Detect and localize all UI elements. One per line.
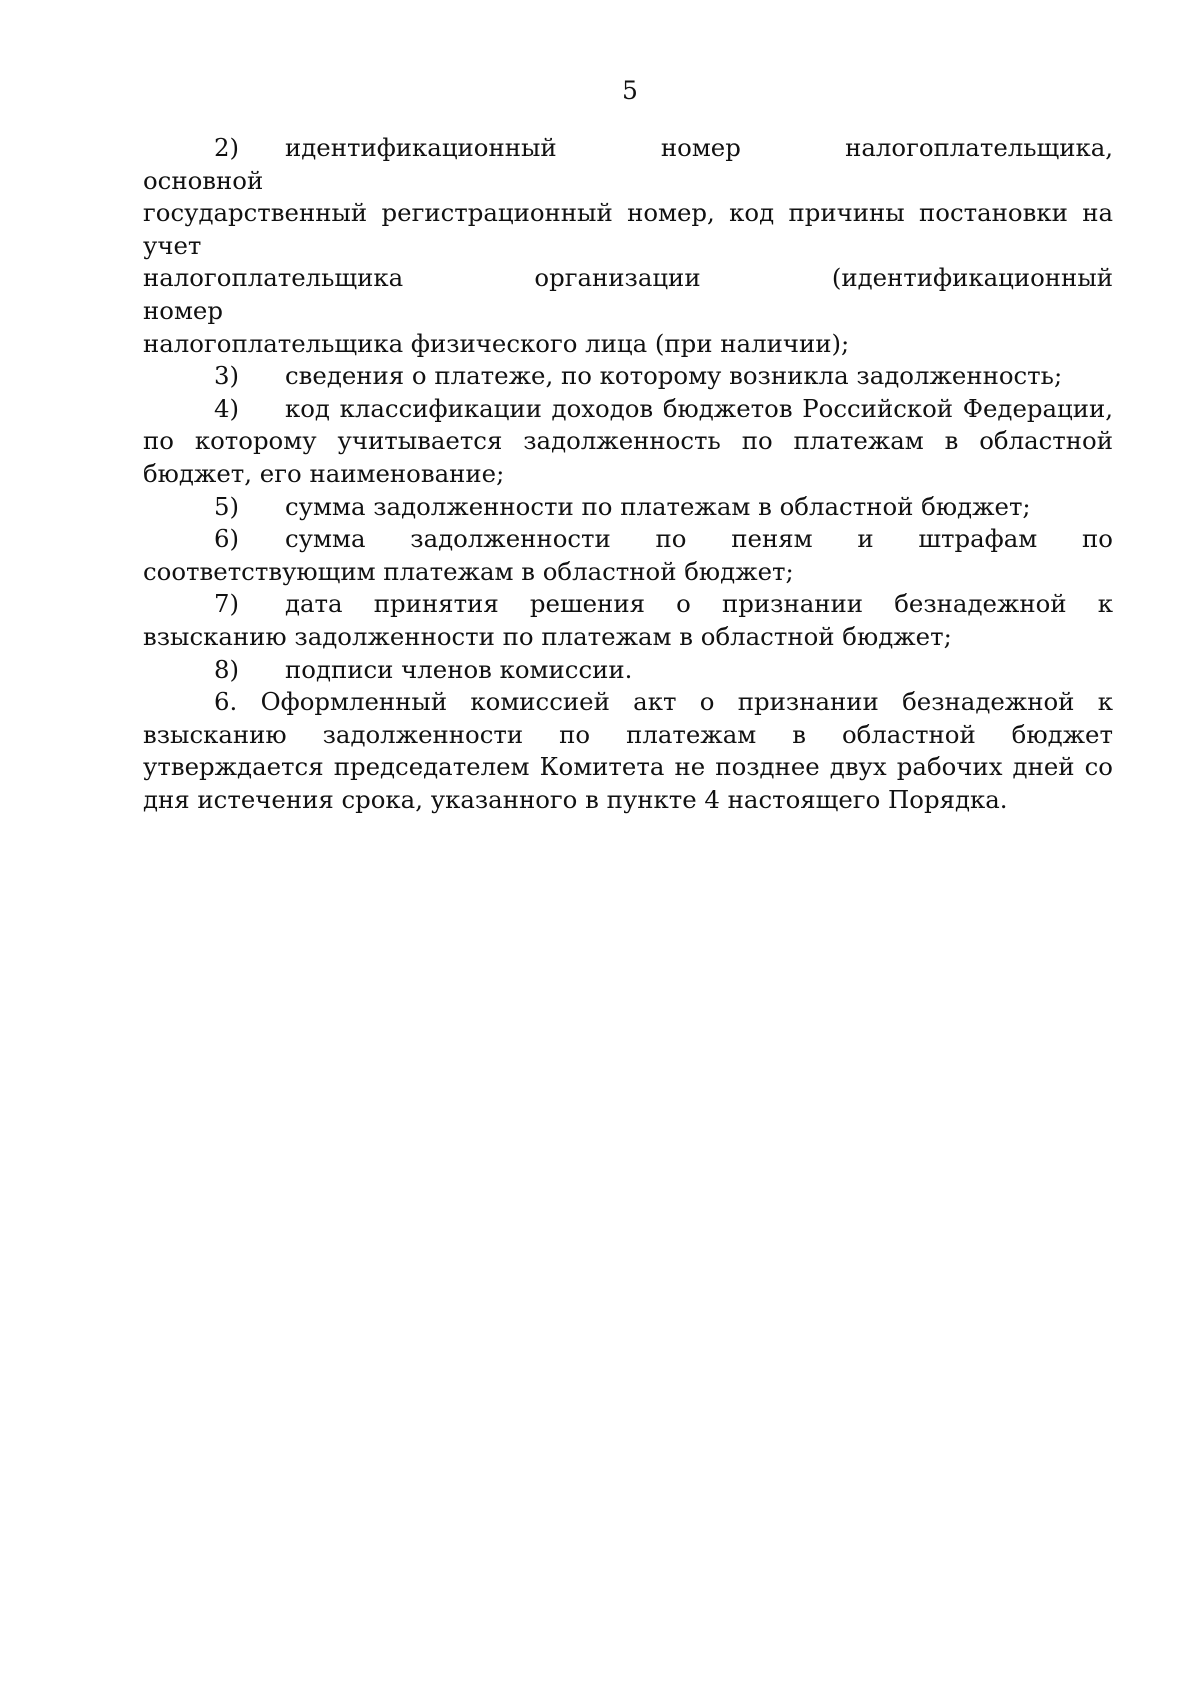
page-number: 5 [622,76,638,105]
list-item-2-line-3: налогоплательщика организации (идентификационный номер [143,263,1113,325]
list-item-number: 8) [214,654,240,684]
list-item-text-line: идентификационный номер налогоплательщика, основной [143,133,1113,195]
document-body [143,132,1113,816]
list-item-2-line-2: государственный регистрационный номер, код причины постановки на учет [143,198,1113,260]
list-item-8 [143,654,1113,687]
list-item-3 [143,360,1113,393]
list-item-number: 2) [214,133,240,162]
list-item-number: 5) [214,491,240,521]
list-item-2-line-4: налогоплательщика физического лица (при наличии); [143,328,850,358]
list-item-number: 7) [214,589,240,619]
list-item-7 [143,588,1113,653]
list-item-text: сумма задолженности по пеням и штрафам по соответствующим платежам в областной бюджет; [143,524,1113,586]
list-item-text: сумма задолженности по платежам в областной бюджет; [285,491,1031,521]
list-item-text: дата принятия решения о признании безнадежной к взысканию задолженности по платежам в областной бюджет; [143,589,1113,651]
list-item-text: подписи членов комиссии. [285,654,633,684]
list-item-number: 4) [214,393,240,423]
list-item-6 [143,523,1113,588]
paragraph-6: 6. Оформленный комиссией акт о признании безнадежной к взысканию задолженности по платежам в областной бюджет утверждается председателем Комитета не позднее двух рабочих дней со дня истечения срока, указанного в пункте 4 настоящего Порядка. [143,687,1113,814]
list-item-text: код классификации доходов бюджетов Российской Федерации, по которому учитывается задолженность по платежам в областной бюджет, его наименование; [143,393,1113,488]
list-item-4 [143,393,1113,491]
list-item-number: 6) [214,524,240,554]
list-item-number: 3) [214,361,240,391]
list-item-2 [143,132,1113,197]
list-item-5 [143,491,1113,524]
list-item-text: сведения о платеже, по которому возникла задолженность; [285,361,1063,391]
